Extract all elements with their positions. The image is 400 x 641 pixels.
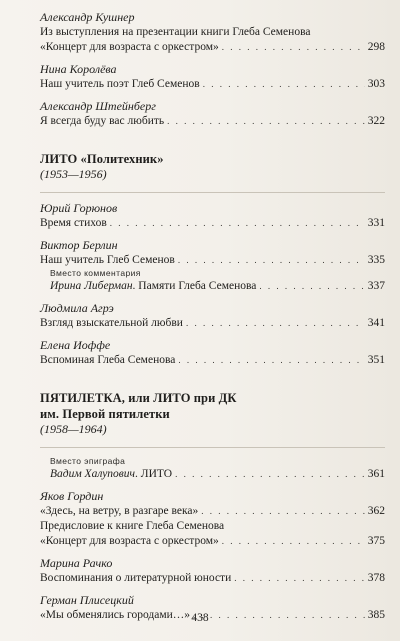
entry-line (40, 534, 385, 549)
page-number: 378 (367, 572, 385, 584)
page-number: 337 (367, 280, 385, 292)
page-folio: 438 (191, 612, 209, 624)
sub-label: Вместо эпиграфа (50, 456, 126, 466)
toc-entry (40, 489, 385, 549)
leader-dots (234, 571, 365, 586)
entry-title: «Концерт для возраста с оркестром» (40, 41, 219, 53)
section-years: (1953—1956) (40, 167, 107, 181)
section-heading: ЛИТО «Политехник» (40, 152, 164, 166)
page-number: 351 (367, 354, 385, 366)
entry-title: Воспоминания о литературной юности (40, 572, 232, 584)
leader-dots (110, 216, 365, 231)
page-number: 331 (367, 217, 385, 229)
entry-line (40, 504, 385, 519)
toc-entry (40, 99, 385, 129)
entry-title: «Концерт для возраста с оркестром» (40, 535, 219, 547)
entry-line (40, 114, 385, 129)
toc-entry (40, 238, 385, 294)
entry-author: Виктор Берлин (40, 238, 118, 252)
entry-title: Наш учитель поэт Глеб Семенов (40, 78, 200, 90)
entry-author: Людмила Агрэ (40, 301, 114, 315)
entry-title (50, 279, 256, 294)
entry-line (40, 316, 385, 331)
page-number: 361 (367, 468, 385, 480)
entry-title: Вспоминая Глеба Семенова (40, 354, 176, 366)
page-number: 341 (367, 317, 385, 329)
sub-author: Вадим Халупович (50, 468, 136, 480)
leader-dots (259, 279, 364, 294)
entry-title: Наш учитель Глеб Семенов (40, 254, 175, 266)
leader-dots (175, 467, 365, 482)
entry-line (40, 467, 385, 482)
page-number: 335 (367, 254, 385, 266)
toc-entry (40, 301, 385, 331)
page-number: 375 (367, 535, 385, 547)
toc-entry (40, 456, 385, 482)
leader-dots (178, 253, 365, 268)
entry-title: Предисловие к книге Глеба Семенова (40, 520, 225, 532)
section-heading: им. Первой пятилетки (40, 407, 170, 421)
page-number: 362 (367, 505, 385, 517)
entry-line (40, 216, 385, 231)
entry-title: «Здесь, на ветру, в разгаре века» (40, 505, 199, 517)
page-number: 385 (367, 609, 385, 621)
sub-title: . ЛИТО (135, 468, 173, 480)
entry-line (40, 40, 385, 55)
entry-author: Юрий Горюнов (40, 201, 118, 215)
entry-title: «Мы обменялись городами…» (40, 609, 190, 621)
leader-dots (222, 40, 365, 55)
leader-dots (178, 353, 364, 368)
toc-entry (40, 556, 385, 586)
leader-dots (167, 114, 365, 129)
table-of-contents (40, 10, 385, 630)
entry-title: Время стихов (40, 217, 107, 229)
entry-line (40, 253, 385, 268)
divider (40, 192, 385, 193)
sub-author: Ирина Либерман (50, 280, 133, 292)
entry-author: Герман Плисецкий (40, 593, 134, 607)
entry-line (40, 279, 385, 294)
entry-author: Елена Иоффе (40, 338, 111, 352)
entry-author: Яков Гордин (40, 489, 104, 503)
page-number: 298 (367, 41, 385, 53)
toc-entry (40, 10, 385, 55)
toc-entry (40, 62, 385, 92)
divider (40, 447, 385, 448)
section-years: (1958—1964) (40, 422, 107, 436)
page-number: 303 (367, 78, 385, 90)
entry-author: Александр Штейнберг (40, 99, 156, 113)
entry-line (40, 571, 385, 586)
leader-dots (222, 534, 365, 549)
entry-title: Из выступления на презентации книги Глеба Семенова (40, 26, 311, 38)
entry-author: Нина Королёва (40, 62, 117, 76)
sub-title: . Памяти Глеба Семенова (132, 280, 257, 292)
entry-title (50, 467, 172, 482)
entry-author: Марина Рачко (40, 556, 113, 570)
entry-line (40, 77, 385, 92)
leader-dots (203, 77, 365, 92)
entry-title: Я всегда буду вас любить (40, 115, 165, 127)
entry-title: Взгляд взыскательной любви (40, 317, 183, 329)
section-pyatiletka (40, 390, 385, 623)
leader-dots (186, 316, 365, 331)
toc-entry (40, 338, 385, 368)
entry-line (40, 353, 385, 368)
toc-entry (40, 201, 385, 231)
entry-author: Александр Кушнер (40, 10, 135, 24)
section-lito-polytechnik (40, 151, 385, 368)
page-number: 322 (367, 115, 385, 127)
sub-label: Вместо комментария (50, 268, 141, 278)
leader-dots (201, 504, 364, 519)
section-heading: ПЯТИЛЕТКА, или ЛИТО при ДК (40, 391, 237, 405)
